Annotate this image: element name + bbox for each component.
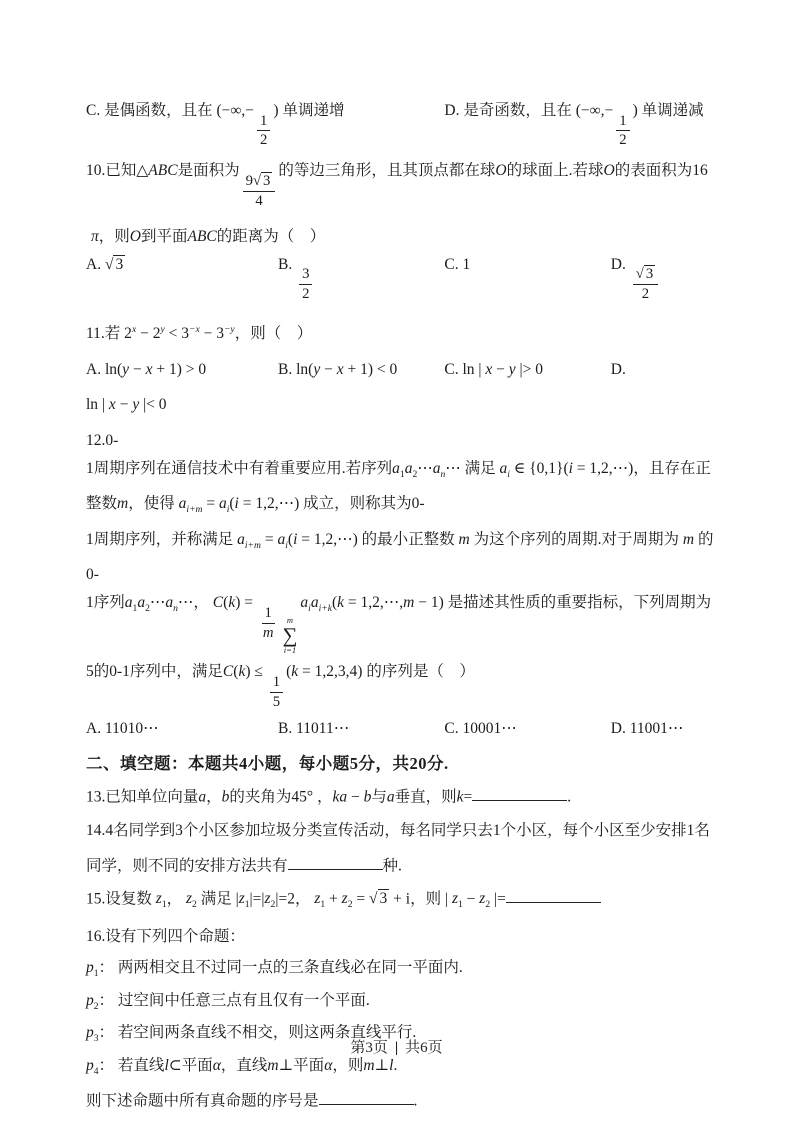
math-subscript: 2: [93, 1000, 99, 1012]
text-run: 10.已知△: [86, 162, 149, 180]
radicand: 3: [379, 890, 388, 908]
math-variable: $z_1$: [238, 890, 250, 911]
text-run: ，则: [98, 227, 130, 245]
sqrt-radical: [253, 173, 272, 189]
math-variable: $p_2$: [86, 991, 99, 1012]
q12-stem-line4: [86, 564, 726, 586]
text-run: |=: [490, 890, 506, 908]
math-subscript: 2: [145, 603, 150, 615]
text-run: 二、填空题：本题共4小题，每小题5分，共20分.: [86, 754, 449, 774]
text-run: |=|: [249, 890, 265, 908]
text-run: 1周期序列，并称满足: [86, 530, 238, 548]
text-run: 0-: [86, 566, 99, 584]
text-run: ： 两两相交且不过同一点的三条直线必在同一平面内.: [98, 959, 463, 977]
math-variable: $a_{i+k}$: [310, 594, 332, 615]
text-run: = 1,2,3,4) 的序列是（ ）: [298, 663, 475, 681]
math-variable: i: [234, 495, 239, 513]
text-run: C. 是偶函数，且在 (−∞,−: [86, 102, 255, 119]
text-run: B. 11011⋯: [278, 720, 350, 738]
text-run: 同学，则不同的安排方法共有: [86, 857, 288, 875]
fraction-numerator: [270, 674, 283, 693]
text-run: −: [115, 396, 133, 414]
math-subscript: 2: [270, 899, 276, 911]
math-subscript: i: [226, 504, 230, 516]
fraction-denominator: [639, 285, 652, 303]
text-run: + 1) > 0: [152, 360, 207, 378]
math-variable: O: [603, 162, 615, 180]
text-run: C. 1: [444, 255, 471, 273]
option-cell: [611, 359, 726, 381]
text-run: 垂直，则: [394, 788, 457, 806]
math-variable: $z_1$: [155, 890, 167, 911]
fraction: [270, 674, 283, 711]
text-run: B. ln(: [278, 360, 314, 378]
option-cell: [278, 254, 444, 303]
math-variable: $a_{i+m}$: [178, 495, 203, 516]
text-run: −: [492, 360, 509, 378]
fraction-denominator: [260, 624, 277, 642]
text-run: 到平面: [140, 227, 188, 245]
text-run: 2: [302, 285, 310, 302]
q10-stem-line1: [86, 160, 726, 209]
text-run: ⋯ 满足: [445, 459, 500, 477]
text-run: ，使得: [128, 495, 179, 513]
math-variable: ka: [332, 788, 348, 806]
option-cell: [444, 254, 610, 303]
text-run: 2: [619, 132, 627, 149]
math-superscript: −y: [223, 323, 235, 335]
text-run: −: [347, 788, 364, 806]
q11-options: [86, 359, 726, 381]
math-variable: m: [117, 495, 129, 513]
math-variable: $a_n$: [432, 459, 446, 480]
math-variable: $a_2$: [137, 594, 150, 615]
fraction-denominator: [299, 285, 312, 303]
text-run: =: [352, 890, 370, 908]
math-variable: y: [122, 360, 130, 378]
text-run: ⊥平面: [278, 1056, 325, 1074]
text-run: 2: [641, 285, 650, 302]
text-run: 13.已知单位向量: [86, 788, 199, 806]
q13-stem: [86, 785, 726, 808]
text-run: 为这个序列的周期.对于周期为: [469, 530, 683, 548]
math-subscript: 2: [192, 899, 197, 911]
math-variable: $a_{i+m}$: [237, 530, 261, 551]
math-variable: $a_i$: [218, 495, 230, 516]
text-run: 2: [260, 132, 268, 149]
math-variable: a: [198, 788, 207, 806]
sigma-sign: ∑: [282, 622, 298, 647]
text-run: = 1,2,⋯) 的最小正整数: [297, 530, 459, 548]
q10-options: [86, 254, 726, 303]
text-run: ⊂平面: [168, 1056, 213, 1074]
math-subscript: i+m: [244, 540, 261, 551]
text-run: 1: [264, 604, 272, 621]
fill-in-blank: [288, 854, 383, 870]
text-run: (: [233, 663, 239, 681]
text-run: = 1,2,⋯)，且存在正: [572, 459, 711, 477]
text-run: 的夹角为45° ，: [229, 788, 333, 806]
math-variable: $z_2$: [479, 890, 491, 911]
radical-sign: √: [252, 172, 262, 189]
option-cell: [86, 254, 278, 303]
option-cell: [444, 359, 610, 381]
fraction-numerator: [257, 113, 270, 132]
math-variable: O: [495, 162, 507, 180]
math-subscript: 1: [244, 899, 250, 911]
math-variable: x: [336, 360, 344, 378]
q15-stem: [86, 887, 726, 912]
math-variable: $a_2$: [404, 459, 418, 480]
math-variable: a: [386, 788, 395, 806]
text-run: C. ln |: [444, 360, 486, 378]
math-variable: b: [221, 788, 230, 806]
math-subscript: 2: [485, 899, 491, 911]
text-run: ，: [206, 788, 222, 806]
text-run: −: [129, 360, 146, 378]
option-cell: [86, 718, 278, 740]
q16-answer-line: [86, 1089, 726, 1112]
math-variable: $z_2$: [186, 890, 197, 911]
fraction: [257, 113, 270, 150]
option-cell: [278, 718, 444, 740]
text-run: A.: [86, 255, 105, 273]
text-run: ) =: [235, 594, 257, 612]
text-run: ⋯: [149, 594, 166, 612]
text-run: ) 单调递减: [632, 102, 704, 119]
text-run: + 1) < 0: [343, 360, 398, 378]
q16-stem: [86, 926, 726, 948]
text-run: D. 11001⋯: [610, 720, 684, 738]
sqrt-radical: [369, 890, 389, 907]
summation: [283, 616, 298, 655]
q12-stem-line6: [86, 661, 726, 710]
radicand: 3: [645, 266, 654, 283]
math-subscript: n: [173, 603, 178, 615]
text-run: 满足 |: [196, 890, 239, 908]
math-variable: k: [291, 663, 299, 681]
sqrt-radical: [105, 256, 125, 273]
text-run: ) 单调递增: [273, 102, 345, 119]
text-run: ln |: [86, 396, 109, 414]
text-run: |=2，: [275, 890, 315, 908]
text-run: 16.设有下列四个命题：: [86, 927, 245, 945]
text-run: 的等边三角形，且其顶点都在球: [278, 162, 496, 180]
math-variable: x: [108, 396, 116, 414]
math-variable: $z_1$: [451, 890, 463, 911]
math-subscript: 2: [412, 468, 418, 480]
math-subscript: i+m: [186, 504, 203, 516]
section2-header: [86, 752, 726, 775]
math-superscript: x: [131, 323, 137, 335]
text-run: 整数: [86, 495, 118, 513]
q16-p4: [86, 1055, 726, 1079]
q12-stem-line2: [86, 493, 726, 517]
text-run: 9: [245, 172, 253, 189]
fraction-denominator: [257, 131, 270, 149]
math-variable: ABC: [187, 227, 217, 245]
option-cell: [444, 100, 726, 149]
math-subscript: i: [507, 468, 510, 480]
math-variable: m: [267, 1056, 279, 1074]
sqrt-radical: [636, 266, 655, 282]
text-run: ) ≤: [245, 663, 267, 681]
math-variable: $z_2$: [264, 890, 276, 911]
q16-p2: [86, 990, 726, 1014]
math-variable: ABC: [148, 162, 178, 180]
math-subscript: 1: [132, 603, 138, 615]
text-run: (: [331, 594, 338, 612]
math-subscript: 1: [320, 899, 326, 911]
text-run: 是面积为: [177, 162, 240, 180]
text-run: (: [229, 495, 235, 513]
q12-stem-line5: [86, 592, 726, 655]
summation-lower-limit: i=1: [283, 644, 297, 655]
fill-in-blank: [506, 887, 601, 903]
math-variable: $z_1$: [314, 890, 326, 911]
math-subscript: 2: [347, 899, 353, 911]
option-cell: [611, 254, 726, 303]
text-run: − 3: [199, 325, 224, 343]
math-variable: $p_4$: [86, 1056, 99, 1078]
q11-stem: [86, 323, 726, 345]
text-run: ⋯，: [177, 594, 213, 612]
text-run: =: [202, 495, 219, 513]
math-variable: m: [363, 1056, 375, 1074]
text-run: +: [325, 890, 342, 908]
text-run: =: [260, 530, 278, 548]
math-variable: $z_2$: [341, 890, 353, 911]
text-run: = 1,2,⋯,: [344, 594, 404, 612]
math-variable: k: [456, 788, 464, 806]
math-variable: $a_i$: [499, 459, 510, 480]
math-variable: $a_n$: [165, 594, 178, 615]
text-run: B.: [278, 255, 297, 273]
fraction: [633, 266, 658, 303]
text-run: 5: [272, 693, 281, 710]
q14-stem-line1: [86, 820, 726, 842]
text-run: .: [567, 788, 572, 806]
text-run: 的球面上.若球: [506, 162, 604, 180]
fraction: [299, 266, 312, 303]
radical-sign: √: [104, 255, 114, 273]
text-run: −: [320, 360, 337, 378]
math-variable: m: [682, 530, 695, 548]
text-run: 的: [694, 530, 714, 548]
text-run: −: [462, 890, 480, 908]
text-run: 种.: [382, 857, 402, 875]
q10-stem-line2: [86, 226, 726, 248]
fraction: [243, 173, 276, 210]
option-cell: [86, 359, 278, 381]
math-subscript: 3: [93, 1033, 99, 1045]
math-variable: l: [164, 1056, 169, 1074]
math-variable: m: [262, 624, 274, 641]
text-run: − 1) 是描述其性质的重要指标，下列周期为: [414, 594, 712, 612]
text-run: 3: [302, 266, 310, 283]
text-run: < 3: [164, 325, 189, 343]
math-variable: $a_1$: [392, 459, 405, 480]
math-superscript: y: [160, 323, 165, 335]
text-run: 14.4名同学到3个小区参加垃圾分类宣传活动，每名同学只去1个小区，每个小区至少安排1名: [86, 822, 710, 840]
math-variable: i: [568, 459, 573, 477]
math-variable: m: [458, 530, 470, 548]
footer-page-current: 第3页: [350, 1040, 388, 1056]
math-variable: C: [222, 663, 234, 681]
text-run: D. 是奇函数，且在 (−∞,−: [444, 102, 614, 119]
text-run: D.: [610, 255, 630, 273]
text-run: 与: [371, 788, 387, 806]
math-variable: α: [324, 1056, 333, 1074]
math-variable: i: [293, 530, 298, 548]
text-run: 11.若 2: [86, 325, 132, 343]
math-subscript: 1: [161, 899, 167, 911]
q16-p1: [86, 957, 726, 981]
option-cell: [444, 718, 610, 740]
text-run: 则下述命题中所有真命题的序号是: [86, 1091, 319, 1109]
math-variable: l: [389, 1056, 394, 1074]
text-run: (: [287, 530, 294, 548]
q12-number: [86, 430, 726, 452]
math-variable: α: [212, 1056, 221, 1074]
math-variable: m: [403, 594, 415, 612]
math-variable: $p_3$: [86, 1024, 99, 1045]
text-run: ∈ {0,1}(: [509, 459, 569, 477]
option-cell: [86, 100, 444, 149]
math-subscript: i: [285, 540, 288, 551]
fraction-denominator: [616, 131, 629, 149]
math-variable: y: [132, 396, 140, 414]
math-variable: x: [485, 360, 493, 378]
text-run: + i，则 |: [389, 890, 452, 908]
text-run: 1: [619, 112, 627, 129]
q9-options-c-d: [86, 100, 726, 149]
math-variable: $a_i$: [300, 594, 311, 615]
math-variable: π: [91, 227, 99, 245]
text-run: ⋯: [417, 459, 433, 477]
text-run: (: [286, 663, 292, 681]
fraction: [260, 605, 277, 642]
text-run: |> 0: [515, 360, 544, 378]
text-run: 15.设复数: [86, 890, 156, 908]
option-cell: [611, 718, 726, 740]
q11-option-d-continued: [86, 394, 726, 416]
math-subscript: n: [440, 468, 446, 480]
text-run: ： 若直线: [98, 1056, 165, 1074]
math-variable: b: [363, 788, 372, 806]
text-run: − 2: [136, 325, 161, 343]
q12-stem-line3: [86, 529, 726, 553]
math-variable: y: [508, 360, 516, 378]
fraction-denominator: [252, 192, 265, 210]
math-superscript: −x: [188, 323, 200, 335]
text-run: |< 0: [139, 396, 167, 414]
text-run: 的表面积为16: [614, 162, 708, 180]
math-variable: k: [228, 594, 236, 612]
text-run: .: [413, 1091, 418, 1109]
q12-stem-line1: [86, 458, 726, 482]
option-cell: [278, 359, 444, 381]
q14-stem-line2: [86, 854, 726, 877]
radicand: 3: [115, 255, 124, 273]
fraction-numerator: [243, 173, 276, 192]
math-subscript: 1: [399, 468, 405, 480]
text-run: 1: [260, 112, 268, 129]
text-run: = 1,2,⋯) 成立，则称其为0-: [238, 495, 425, 513]
text-run: =: [463, 788, 473, 806]
text-run: 12.0-: [86, 432, 119, 450]
math-variable: k: [238, 663, 246, 681]
fraction-numerator: [633, 266, 658, 285]
text-run: 1周期序列在通信技术中有着重要应用.若序列: [86, 459, 393, 477]
text-run: A. ln(: [86, 360, 123, 378]
radical-sign: √: [369, 890, 378, 908]
text-run: ，: [166, 890, 186, 908]
text-run: ： 过空间中任意三点有且仅有一个平面.: [98, 991, 370, 1009]
text-run: 4: [255, 192, 263, 209]
math-variable: C: [212, 594, 224, 612]
q12-options: [86, 718, 726, 740]
math-variable: y: [313, 360, 321, 378]
footer-separator: |: [394, 1040, 399, 1056]
text-run: 5的0-1序列中，满足: [86, 663, 223, 681]
text-run: .: [393, 1056, 398, 1074]
math-subscript: 1: [457, 899, 463, 911]
math-subscript: i+k: [318, 603, 332, 615]
math-variable: k: [337, 594, 345, 612]
text-run: D.: [610, 360, 626, 378]
text-run: A. 11010⋯: [86, 720, 159, 738]
summation-upper-limit: m: [286, 615, 294, 626]
fraction-denominator: [270, 693, 283, 711]
fill-in-blank: [319, 1089, 414, 1105]
text-run: ： 若空间两条直线不相交，则这两条直线平行.: [98, 1024, 417, 1042]
fraction-numerator: [616, 113, 629, 132]
text-run: ，直线: [220, 1056, 268, 1074]
math-variable: O: [129, 227, 141, 245]
fraction-numerator: [262, 605, 275, 624]
fill-in-blank: [472, 785, 567, 801]
radical-sign: √: [635, 266, 644, 283]
footer-page-total: 共6页: [405, 1040, 443, 1056]
fraction: [616, 113, 629, 150]
text-run: 1: [272, 673, 281, 690]
math-subscript: 1: [93, 968, 99, 980]
math-subscript: 4: [93, 1066, 99, 1078]
document-content: [86, 100, 726, 1111]
math-variable: x: [145, 360, 153, 378]
math-variable: $a_1$: [124, 594, 138, 615]
text-run: (: [223, 594, 229, 612]
text-run: ，则: [332, 1056, 364, 1074]
fraction-numerator: [299, 266, 312, 285]
text-run: ，则（ ）: [234, 325, 313, 343]
text-run: 1序列: [86, 594, 125, 612]
math-subscript: i: [308, 603, 311, 615]
text-run: 的距离为（ ）: [216, 227, 326, 245]
math-variable: $p_1$: [86, 959, 99, 980]
text-run: C. 10001⋯: [444, 720, 517, 738]
math-variable: $a_i$: [277, 530, 288, 551]
text-run: ⊥: [374, 1056, 390, 1074]
radicand: 3: [263, 172, 271, 189]
